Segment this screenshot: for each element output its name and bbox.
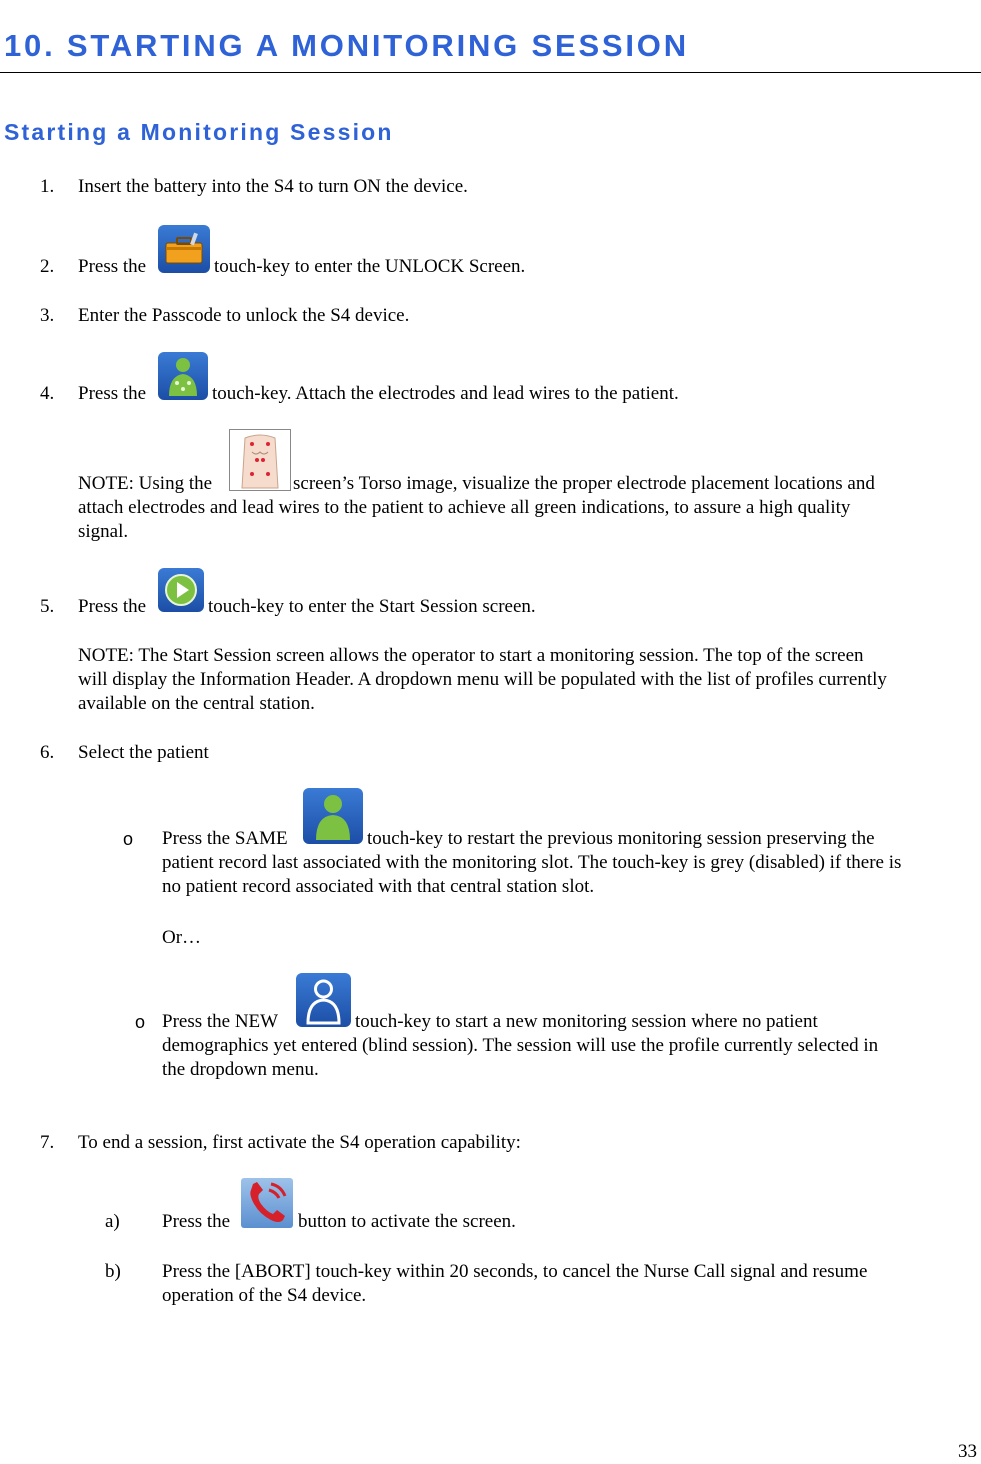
step-5-note-line1: NOTE: The Start Session screen allows the operator to start a monitoring session. The top of the screen: [78, 645, 864, 666]
step-2-number: 2.: [40, 256, 55, 277]
new-bullet: o: [135, 1012, 146, 1032]
chapter-title: 10. STARTING A MONITORING SESSION: [4, 28, 689, 63]
step-7b-line2: operation of the S4 device.: [162, 1285, 367, 1306]
same-pre: Press the SAME: [162, 828, 288, 849]
step-7b-line1: Press the [ABORT] touch-key within 20 seconds, to cancel the Nurse Call signal and resume: [162, 1261, 868, 1282]
or-text: Or…: [162, 927, 202, 948]
step-5-number: 5.: [40, 596, 55, 617]
step-7a-pre: Press the: [162, 1211, 231, 1232]
step-2-post: touch-key to enter the UNLOCK Screen.: [214, 256, 526, 277]
toolbox-icon: [158, 225, 210, 273]
same-bullet: o: [123, 829, 134, 849]
step-4-number: 4.: [40, 383, 55, 404]
new-patient-icon: [296, 973, 351, 1027]
step-5-post: touch-key to enter the Start Session screen.: [208, 596, 536, 617]
step-7a-label: a): [105, 1211, 120, 1232]
new-post: touch-key to start a new monitoring session where no patient: [355, 1011, 818, 1032]
new-pre: Press the NEW: [162, 1011, 279, 1032]
new-line3: the dropdown menu.: [162, 1059, 319, 1080]
step-3-number: 3.: [40, 305, 55, 326]
nurse-call-phone-icon: [241, 1178, 293, 1228]
patient-electrode-icon: [158, 352, 208, 400]
step-7-text: To end a session, first activate the S4 operation capability:: [78, 1132, 521, 1153]
step-7-number: 7.: [40, 1132, 55, 1153]
step-5-note-line2: will display the Information Header. A dropdown menu will be populated with the list of profiles currently: [78, 669, 887, 690]
step-6-text: Select the patient: [78, 742, 209, 763]
torso-image-icon: [229, 429, 291, 491]
step-7a-post: button to activate the screen.: [298, 1211, 516, 1232]
play-icon: [158, 568, 204, 612]
step-5-pre: Press the: [78, 596, 147, 617]
step-7b-label: b): [105, 1261, 121, 1282]
step-4-note-post: screen’s Torso image, visualize the proper electrode placement locations and: [293, 473, 875, 494]
step-3-text: Enter the Passcode to unlock the S4 device.: [78, 305, 410, 326]
step-5-note-line3: available on the central station.: [78, 693, 315, 714]
step-4-post: touch-key. Attach the electrodes and lead wires to the patient.: [212, 383, 679, 404]
section-title: Starting a Monitoring Session: [4, 119, 394, 145]
step-1-text: Insert the battery into the S4 to turn ON the device.: [78, 176, 468, 197]
title-divider: [0, 72, 981, 73]
step-4-note-line3: signal.: [78, 521, 129, 542]
step-4-pre: Press the: [78, 383, 147, 404]
same-post: touch-key to restart the previous monitoring session preserving the: [367, 828, 875, 849]
new-line2: demographics yet entered (blind session). The session will use the profile currently selected in: [162, 1035, 879, 1056]
page-number: 33: [958, 1441, 977, 1462]
step-1-number: 1.: [40, 176, 55, 197]
step-2-pre: Press the: [78, 256, 147, 277]
step-6-number: 6.: [40, 742, 55, 763]
step-4-note-line2: attach electrodes and lead wires to the patient to achieve all green indications, to assure a high quality: [78, 497, 851, 518]
same-patient-icon: [303, 788, 363, 844]
same-line2: patient record last associated with the monitoring slot. The touch-key is grey (disabled) if there is: [162, 852, 902, 873]
step-4-note-pre: NOTE: Using the: [78, 473, 213, 494]
same-line3: no patient record associated with that central station slot.: [162, 876, 595, 897]
